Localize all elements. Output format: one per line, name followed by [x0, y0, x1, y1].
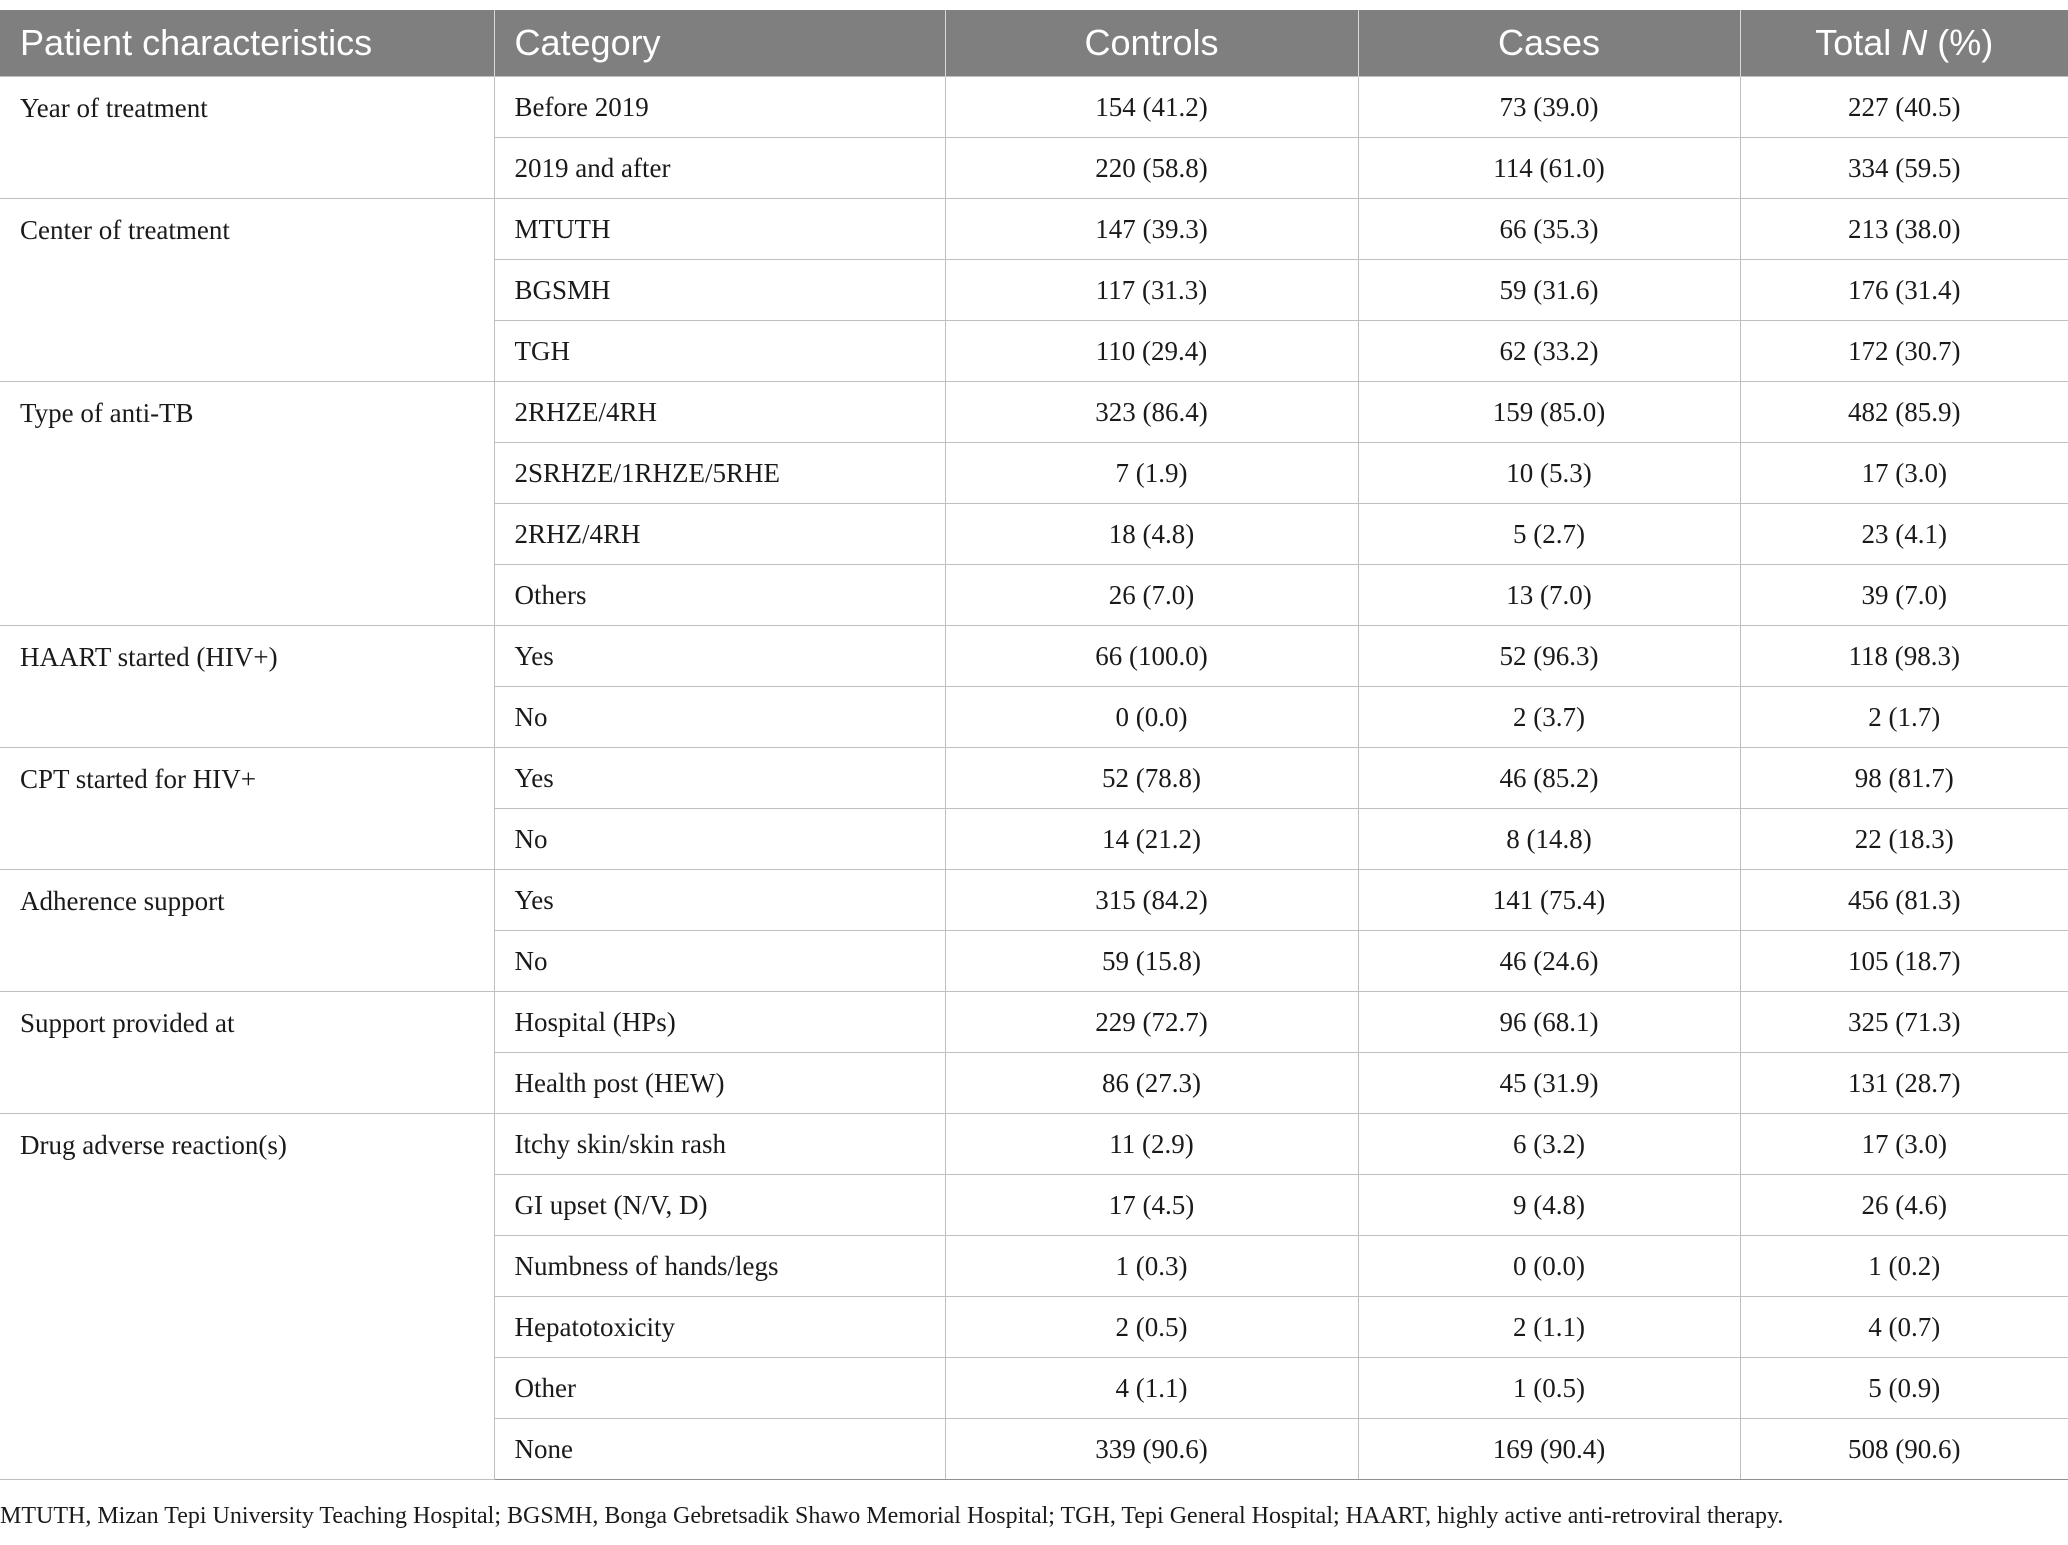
total-cell: 213 (38.0) — [1740, 199, 2068, 260]
total-cell: 23 (4.1) — [1740, 504, 2068, 565]
total-cell: 118 (98.3) — [1740, 626, 2068, 687]
table-row — [0, 870, 2068, 931]
total-cell: 456 (81.3) — [1740, 870, 2068, 931]
cases-cell: 46 (85.2) — [1358, 748, 1740, 809]
cases-cell: 46 (24.6) — [1358, 931, 1740, 992]
cases-cell: 45 (31.9) — [1358, 1053, 1740, 1114]
header-total — [1740, 10, 2068, 77]
cases-cell: 2 (3.7) — [1358, 687, 1740, 748]
category-cell: Hospital (HPs) — [494, 992, 945, 1053]
characteristic-cell: Type of anti-TB — [0, 382, 494, 626]
controls-cell: 220 (58.8) — [945, 138, 1358, 199]
total-cell: 17 (3.0) — [1740, 443, 2068, 504]
total-cell: 508 (90.6) — [1740, 1419, 2068, 1480]
cases-cell: 73 (39.0) — [1358, 77, 1740, 138]
category-cell: Others — [494, 565, 945, 626]
cases-cell: 10 (5.3) — [1358, 443, 1740, 504]
category-cell: TGH — [494, 321, 945, 382]
controls-cell: 26 (7.0) — [945, 565, 1358, 626]
table-row — [0, 992, 2068, 1053]
table-row — [0, 1114, 2068, 1175]
category-cell: 2SRHZE/1RHZE/5RHE — [494, 443, 945, 504]
characteristic-cell: HAART started (HIV+) — [0, 626, 494, 748]
table-footnote: MTUTH, Mizan Tepi University Teaching Hospital; BGSMH, Bonga Gebretsadik Shawo Memorial Hospital; TGH, Tepi General Hospital; HAART, highly active anti-retroviral therapy. — [0, 1503, 1784, 1529]
category-cell: Health post (HEW) — [494, 1053, 945, 1114]
category-cell: Yes — [494, 626, 945, 687]
total-cell: 482 (85.9) — [1740, 382, 2068, 443]
table-body — [0, 77, 2068, 1480]
header-patient-characteristics: Patient characteristics — [0, 10, 494, 77]
table-row — [0, 77, 2068, 138]
controls-cell: 52 (78.8) — [945, 748, 1358, 809]
category-cell: Numbness of hands/legs — [494, 1236, 945, 1297]
characteristic-cell: Adherence support — [0, 870, 494, 992]
category-cell: Itchy skin/skin rash — [494, 1114, 945, 1175]
cases-cell: 13 (7.0) — [1358, 565, 1740, 626]
category-cell: No — [494, 931, 945, 992]
cases-cell: 6 (3.2) — [1358, 1114, 1740, 1175]
total-cell: 172 (30.7) — [1740, 321, 2068, 382]
cases-cell: 9 (4.8) — [1358, 1175, 1740, 1236]
category-cell: Yes — [494, 870, 945, 931]
total-cell: 22 (18.3) — [1740, 809, 2068, 870]
controls-cell: 14 (21.2) — [945, 809, 1358, 870]
cases-cell: 52 (96.3) — [1358, 626, 1740, 687]
controls-cell: 1 (0.3) — [945, 1236, 1358, 1297]
controls-cell: 7 (1.9) — [945, 443, 1358, 504]
cases-cell: 59 (31.6) — [1358, 260, 1740, 321]
total-cell: 5 (0.9) — [1740, 1358, 2068, 1419]
total-cell: 98 (81.7) — [1740, 748, 2068, 809]
controls-cell: 18 (4.8) — [945, 504, 1358, 565]
table-row — [0, 748, 2068, 809]
cases-cell: 96 (68.1) — [1358, 992, 1740, 1053]
category-cell: 2RHZE/4RH — [494, 382, 945, 443]
controls-cell: 323 (86.4) — [945, 382, 1358, 443]
characteristic-cell: CPT started for HIV+ — [0, 748, 494, 870]
total-cell: 26 (4.6) — [1740, 1175, 2068, 1236]
controls-cell: 0 (0.0) — [945, 687, 1358, 748]
category-cell: Hepatotoxicity — [494, 1297, 945, 1358]
controls-cell: 229 (72.7) — [945, 992, 1358, 1053]
characteristic-cell: Year of treatment — [0, 77, 494, 199]
patient-characteristics-table-container — [0, 10, 2068, 1480]
cases-cell: 5 (2.7) — [1358, 504, 1740, 565]
cases-cell: 1 (0.5) — [1358, 1358, 1740, 1419]
total-cell: 325 (71.3) — [1740, 992, 2068, 1053]
controls-cell: 17 (4.5) — [945, 1175, 1358, 1236]
total-cell: 176 (31.4) — [1740, 260, 2068, 321]
total-cell: 105 (18.7) — [1740, 931, 2068, 992]
category-cell: No — [494, 687, 945, 748]
total-cell: 39 (7.0) — [1740, 565, 2068, 626]
category-cell: None — [494, 1419, 945, 1480]
category-cell: BGSMH — [494, 260, 945, 321]
cases-cell: 159 (85.0) — [1358, 382, 1740, 443]
total-cell: 131 (28.7) — [1740, 1053, 2068, 1114]
characteristic-cell: Drug adverse reaction(s) — [0, 1114, 494, 1480]
controls-cell: 110 (29.4) — [945, 321, 1358, 382]
total-cell: 334 (59.5) — [1740, 138, 2068, 199]
total-cell: 4 (0.7) — [1740, 1297, 2068, 1358]
category-cell: Other — [494, 1358, 945, 1419]
header-total-prefix: Total — [1815, 22, 1902, 63]
controls-cell: 4 (1.1) — [945, 1358, 1358, 1419]
cases-cell: 141 (75.4) — [1358, 870, 1740, 931]
category-cell: No — [494, 809, 945, 870]
header-total-n: N — [1901, 22, 1928, 63]
category-cell: 2019 and after — [494, 138, 945, 199]
total-cell: 227 (40.5) — [1740, 77, 2068, 138]
category-cell: GI upset (N/V, D) — [494, 1175, 945, 1236]
header-cases: Cases — [1358, 10, 1740, 77]
cases-cell: 2 (1.1) — [1358, 1297, 1740, 1358]
table-row — [0, 382, 2068, 443]
controls-cell: 339 (90.6) — [945, 1419, 1358, 1480]
table-header — [0, 10, 2068, 77]
cases-cell: 62 (33.2) — [1358, 321, 1740, 382]
total-cell: 1 (0.2) — [1740, 1236, 2068, 1297]
category-cell: 2RHZ/4RH — [494, 504, 945, 565]
header-category: Category — [494, 10, 945, 77]
controls-cell: 147 (39.3) — [945, 199, 1358, 260]
cases-cell: 0 (0.0) — [1358, 1236, 1740, 1297]
category-cell: Yes — [494, 748, 945, 809]
category-cell: Before 2019 — [494, 77, 945, 138]
characteristic-cell: Center of treatment — [0, 199, 494, 382]
controls-cell: 66 (100.0) — [945, 626, 1358, 687]
controls-cell: 315 (84.2) — [945, 870, 1358, 931]
total-cell: 2 (1.7) — [1740, 687, 2068, 748]
cases-cell: 8 (14.8) — [1358, 809, 1740, 870]
characteristic-cell: Support provided at — [0, 992, 494, 1114]
cases-cell: 66 (35.3) — [1358, 199, 1740, 260]
table-row — [0, 626, 2068, 687]
controls-cell: 86 (27.3) — [945, 1053, 1358, 1114]
header-controls: Controls — [945, 10, 1358, 77]
patient-characteristics-table — [0, 10, 2068, 1480]
header-total-suffix: (%) — [1927, 22, 1994, 63]
controls-cell: 59 (15.8) — [945, 931, 1358, 992]
total-cell: 17 (3.0) — [1740, 1114, 2068, 1175]
controls-cell: 11 (2.9) — [945, 1114, 1358, 1175]
category-cell: MTUTH — [494, 199, 945, 260]
cases-cell: 169 (90.4) — [1358, 1419, 1740, 1480]
table-row — [0, 199, 2068, 260]
header-row — [0, 10, 2068, 77]
cases-cell: 114 (61.0) — [1358, 138, 1740, 199]
controls-cell: 2 (0.5) — [945, 1297, 1358, 1358]
controls-cell: 154 (41.2) — [945, 77, 1358, 138]
controls-cell: 117 (31.3) — [945, 260, 1358, 321]
